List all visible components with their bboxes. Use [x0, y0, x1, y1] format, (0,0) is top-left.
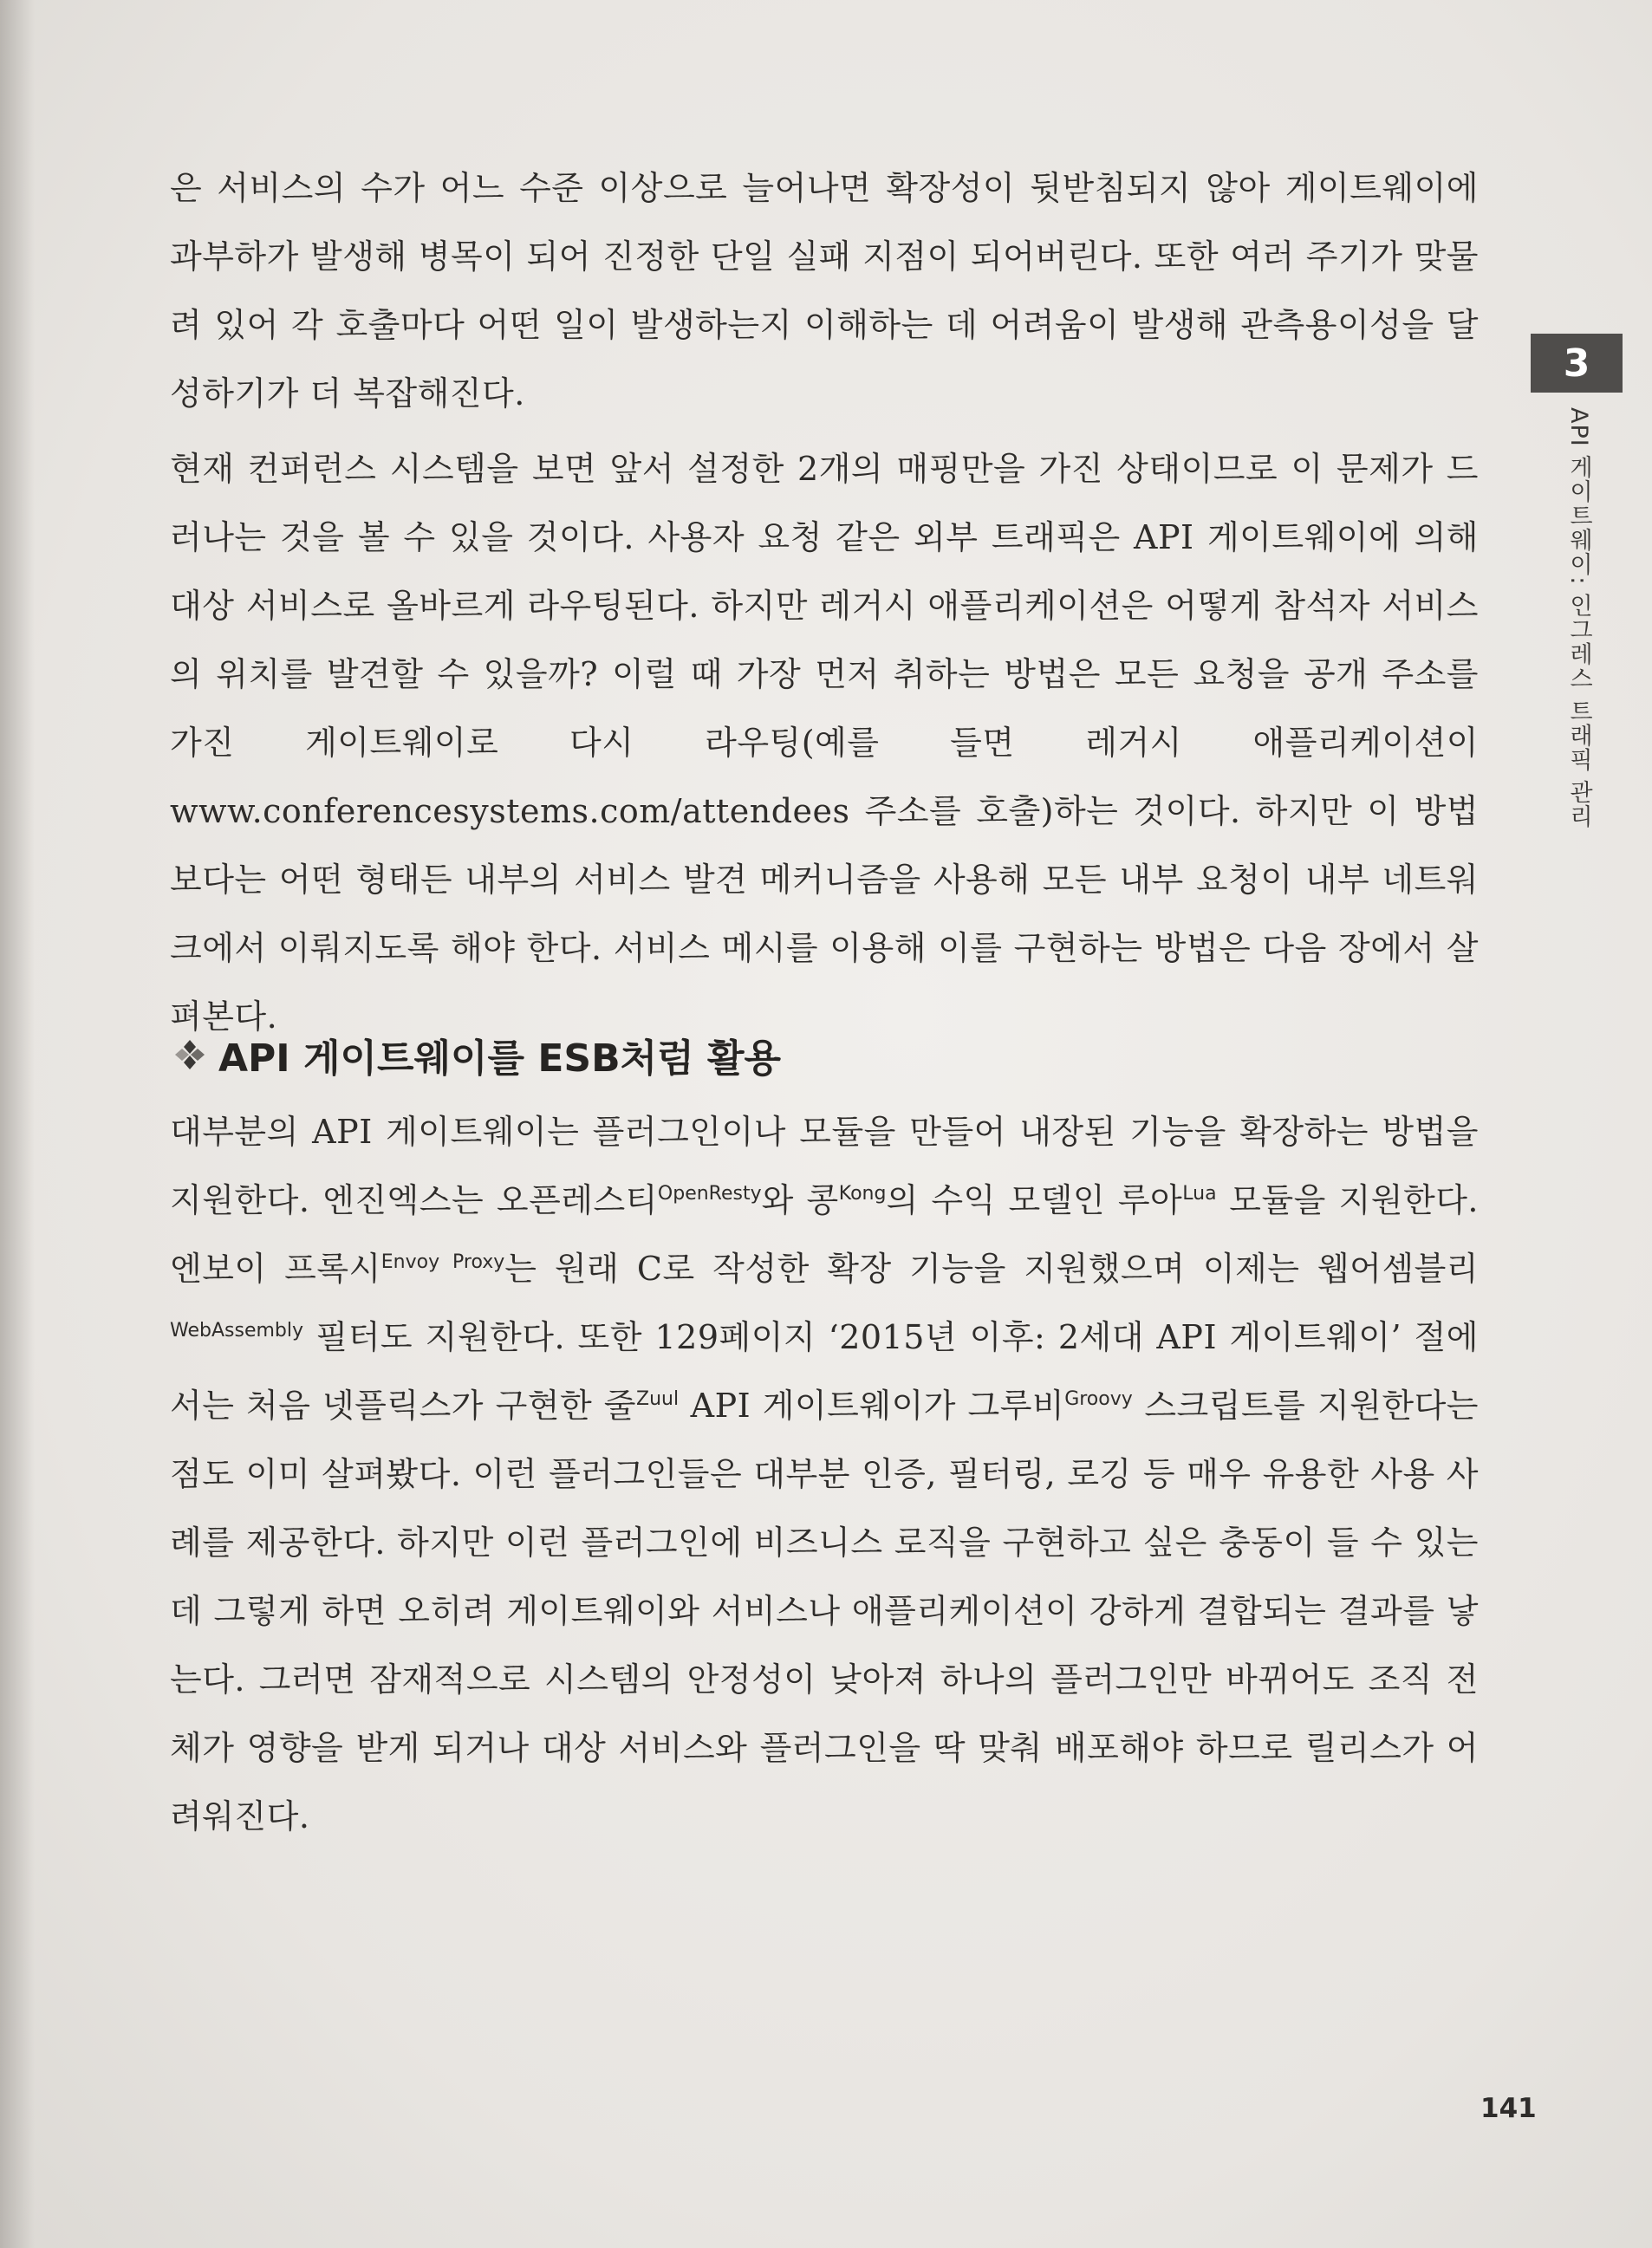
paragraph-1: 은 서비스의 수가 어느 수준 이상으로 늘어나면 확장성이 뒷받침되지 않아 게이트웨이에 과부하가 발생해 병목이 되어 진정한 단일 실패 지점이 되어버린다. 또한 여러 주기가 맞물려 있어 각 호출마다 어떤 일이 발생하는지 이해하는 데 어려움이 발생해 관측용이성을 달성하기가 더 복잡해진다.	[170, 169, 1479, 413]
p3-text-1: 대부분의 API 게이트웨이는 플러그인이나 모듈을 만들어 내장된 기능을 확장하는 방법을 지원한다. 엔진엑스는 오픈레스티	[170, 1113, 1479, 1219]
p3-text-5: 는 원래 C로 작성한 확장 기능을 지원했으며 이제는 웹어셈블리	[504, 1250, 1479, 1288]
term-webassembly: WebAssembly	[170, 1320, 303, 1342]
term-groovy: Groovy	[1064, 1388, 1133, 1410]
chapter-side-title: API 게이트웨이: 인그레스 트래픽 관리	[1565, 407, 1592, 829]
paragraph-3	[170, 1098, 1479, 1851]
p3-text-8: 스크립트를 지원한다는 점도 이미 살펴봤다. 이런 플러그인들은 대부분 인증, 필터링, 로깅 등 매우 유용한 사용 사례를 제공한다. 하지만 이런 플러그인에 비즈니스 로직을 구현하고 싶은 충동이 들 수 있는데 그렇게 하면 오히려 게이트웨이와 서비스나 애플리케이션이 강하게 결합되는 결과를 낳는다. 그러면 잠재적으로 시스템의 안정성이 낮아져 하나의 플러그인만 바뀌어도 조직 전체가 영향을 받게 되거나 대상 서비스와 플러그인을 딱 맞춰 배포해야 하므로 릴리스가 어려워진다.	[170, 1387, 1479, 1835]
chapter-number-badge: 3	[1531, 334, 1623, 393]
term-envoy-proxy: Envoy Proxy	[380, 1251, 505, 1273]
page-number: 141	[1480, 2093, 1537, 2124]
diamond-cross-icon	[173, 1038, 206, 1071]
section-heading	[173, 1027, 781, 1082]
term-lua: Lua	[1182, 1183, 1217, 1205]
section-heading-text: API 게이트웨이를 ESB처럼 활용	[218, 1036, 781, 1081]
p3-text-6: 필터도 지원한다. 또한 129페이지 ‘2015년 이후: 2세대 API 게이트웨이’ 절에서는 처음 넷플릭스가 구현한 줄	[170, 1318, 1479, 1425]
gutter-shadow	[0, 0, 35, 2248]
p3-text-7: API 게이트웨이가 그루비	[679, 1387, 1065, 1425]
paragraph-2: 현재 컨퍼런스 시스템을 보면 앞서 설정한 2개의 매핑만을 가진 상태이므로 이 문제가 드러나는 것을 볼 수 있을 것이다. 사용자 요청 같은 외부 트래픽은 API 게이트웨이에 의해 대상 서비스로 올바르게 라우팅된다. 하지만 레거시 애플리케이션은 어떻게 참석자 서비스의 위치를 발견할 수 있을까? 이럴 때 가장 먼저 취하는 방법은 모든 요청을 공개 주소를 가진 게이트웨이로 다시 라우팅(예를 들면 레거시 애플리케이션이 www.conferencesystems.com/attendees 주소를 호출)하는 것이다. 하지만 이 방법보다는 어떤 형태든 내부의 서비스 발견 메커니즘을 사용해 모든 내부 요청이 내부 네트워크에서 이뤄지도록 해야 한다. 서비스 메시를 이용해 이를 구현하는 방법은 다음 장에서 살펴본다.	[170, 450, 1479, 1036]
p3-text-4: 모듈을 지원한다. 엔보이 프록시	[170, 1181, 1479, 1288]
term-kong: Kong	[838, 1183, 887, 1205]
p3-text-2: 와 콩	[761, 1181, 839, 1219]
term-zuul: Zuul	[636, 1388, 680, 1410]
p3-text-3: 의 수익 모델인 루아	[886, 1181, 1183, 1219]
term-openresty: OpenResty	[657, 1183, 762, 1205]
